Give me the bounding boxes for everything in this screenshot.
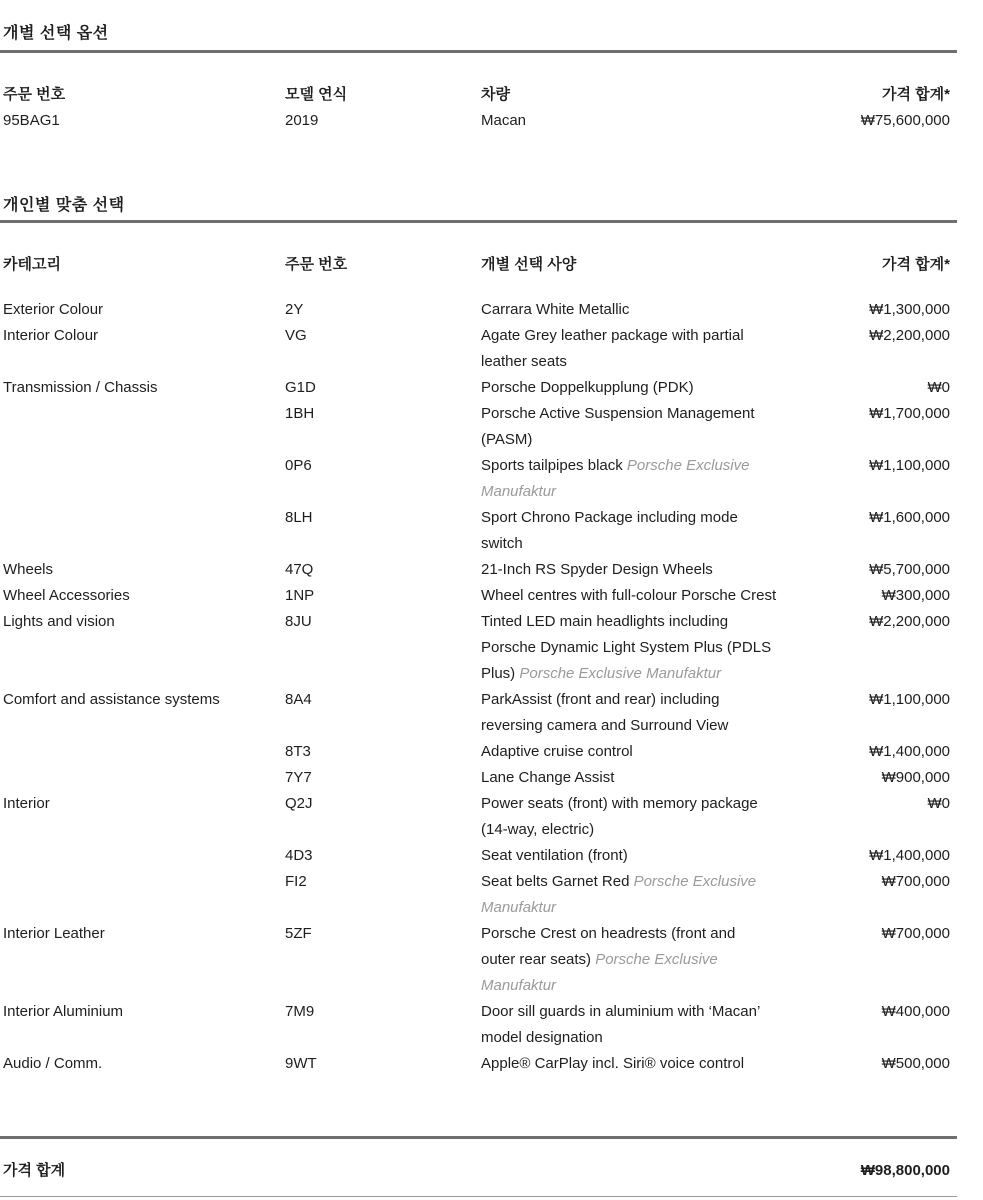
summary-vehicle: Macan	[481, 112, 527, 129]
option-description	[481, 1051, 811, 1077]
option-description-line: Porsche Dynamic Light System Plus (PDLS	[481, 639, 772, 656]
option-code: 1BH	[285, 405, 315, 422]
option-code: 47Q	[285, 561, 314, 578]
option-description-line: Adaptive cruise control	[481, 743, 633, 760]
exclusive-manufaktur-tag: Porsche Exclusive	[622, 457, 750, 474]
options-header-category: 카테고리	[3, 256, 61, 273]
option-category: Interior Leather	[3, 925, 105, 942]
option-code: 1NP	[285, 587, 315, 604]
option-price: ₩1,600,000	[869, 509, 950, 526]
section-divider	[0, 220, 957, 223]
option-description	[481, 843, 811, 869]
option-description	[481, 609, 811, 687]
option-description	[481, 739, 811, 765]
option-price: ₩1,100,000	[869, 457, 950, 474]
option-description-line: leather seats	[481, 353, 567, 370]
grand-total-label: 가격 합계	[3, 1162, 66, 1179]
exclusive-manufaktur-tag: Manufaktur	[481, 977, 557, 994]
option-description-line: Porsche Crest on headrests (front and	[481, 925, 736, 942]
option-description-line: Porsche Active Suspension Management	[481, 405, 755, 422]
option-code: 8LH	[285, 509, 313, 526]
option-description-line: 21-Inch RS Spyder Design Wheels	[481, 561, 713, 578]
summary-header-vehicle: 차량	[481, 86, 510, 103]
option-description-line: Seat belts Garnet Red	[481, 873, 630, 890]
option-price: ₩0	[927, 795, 950, 812]
option-price: ₩1,400,000	[869, 847, 950, 864]
option-description	[481, 999, 811, 1051]
option-price: ₩300,000	[881, 587, 950, 604]
option-description-line: Sport Chrono Package including mode	[481, 509, 738, 526]
option-category: Wheel Accessories	[3, 587, 130, 604]
option-description	[481, 791, 811, 843]
option-category: Interior Colour	[3, 327, 99, 344]
option-code: 2Y	[285, 301, 304, 318]
option-price: ₩700,000	[881, 925, 950, 942]
option-code: 0P6	[285, 457, 312, 474]
total-divider	[0, 1136, 957, 1139]
option-code: 9WT	[285, 1055, 317, 1072]
option-code: FI2	[285, 873, 307, 890]
option-description	[481, 505, 811, 557]
option-description-line: Lane Change Assist	[481, 769, 615, 786]
section-title-custom-selection: 개인별 맞춤 선택	[3, 197, 125, 214]
option-category: Transmission / Chassis	[3, 379, 158, 396]
option-category: Exterior Colour	[3, 301, 104, 318]
option-price: ₩2,200,000	[869, 613, 950, 630]
option-description-line: Apple® CarPlay incl. Siri® voice control	[481, 1055, 745, 1072]
option-description-line: Power seats (front) with memory package	[481, 795, 758, 812]
option-description	[481, 869, 811, 921]
exclusive-manufaktur-tag: Manufaktur	[481, 899, 557, 916]
option-description	[481, 401, 811, 453]
summary-header-order: 주문 번호	[3, 86, 66, 103]
grand-total-value: ₩98,800,000	[860, 1162, 950, 1179]
option-price: ₩1,400,000	[869, 743, 950, 760]
option-description	[481, 557, 811, 583]
option-price: ₩5,700,000	[869, 561, 950, 578]
option-price: ₩1,700,000	[869, 405, 950, 422]
option-price: ₩0	[927, 379, 950, 396]
options-header-code: 주문 번호	[285, 256, 348, 273]
option-category: Audio / Comm.	[3, 1055, 103, 1072]
option-description-line: model designation	[481, 1029, 603, 1046]
option-description	[481, 765, 811, 791]
option-description-line: Agate Grey leather package with partial	[481, 327, 744, 344]
option-price: ₩500,000	[881, 1055, 950, 1072]
exclusive-manufaktur-tag: Porsche Exclusive Manufaktur	[515, 665, 722, 682]
option-category: Interior Aluminium	[3, 1003, 124, 1020]
option-description-line: Seat ventilation (front)	[481, 847, 628, 864]
option-code: 5ZF	[285, 925, 312, 942]
option-description-line: Carrara White Metallic	[481, 301, 630, 318]
exclusive-manufaktur-tag: Manufaktur	[481, 483, 557, 500]
option-description	[481, 921, 811, 999]
option-description-line: Plus)	[481, 665, 516, 682]
option-description-line: outer rear seats)	[481, 951, 592, 968]
option-description-line: switch	[481, 535, 523, 552]
option-code: 8JU	[285, 613, 312, 630]
section-title-individual-options: 개별 선택 옵션	[3, 25, 109, 42]
option-code: G1D	[285, 379, 316, 396]
option-code: Q2J	[285, 795, 313, 812]
option-description-line: (PASM)	[481, 431, 533, 448]
option-code: 8T3	[285, 743, 311, 760]
option-description	[481, 583, 811, 609]
option-category: Comfort and assistance systems	[3, 691, 220, 708]
option-description-line: (14-way, electric)	[481, 821, 595, 838]
exclusive-manufaktur-tag: Porsche Exclusive	[591, 951, 718, 968]
option-description	[481, 375, 811, 401]
option-description-line: Wheel centres with full-colour Porsche Crest	[481, 587, 777, 604]
option-description	[481, 687, 811, 739]
options-header-spec: 개별 선택 사양	[481, 256, 577, 273]
option-code: 8A4	[285, 691, 312, 708]
option-price: ₩400,000	[881, 1003, 950, 1020]
summary-model-year: 2019	[285, 112, 319, 129]
option-price: ₩700,000	[881, 873, 950, 890]
option-description-line: Tinted LED main headlights including	[481, 613, 729, 630]
exclusive-manufaktur-tag: Porsche Exclusive	[629, 873, 757, 890]
option-code: 4D3	[285, 847, 313, 864]
option-description	[481, 453, 811, 505]
option-description-line: Porsche Doppelkupplung (PDK)	[481, 379, 694, 396]
summary-order-number: 95BAG1	[3, 112, 60, 129]
option-description	[481, 323, 811, 375]
options-header-total: 가격 합계*	[882, 256, 950, 273]
summary-header-total: 가격 합계*	[882, 86, 950, 103]
section-divider	[0, 50, 957, 53]
option-description	[481, 297, 811, 323]
option-price: ₩1,100,000	[869, 691, 950, 708]
option-description-line: ParkAssist (front and rear) including	[481, 691, 720, 708]
option-description-line: Door sill guards in aluminium with ‘Macan’	[481, 1003, 761, 1020]
option-description-line: Sports tailpipes black	[481, 457, 623, 474]
option-category: Wheels	[3, 561, 54, 578]
option-price: ₩900,000	[881, 769, 950, 786]
option-category: Lights and vision	[3, 613, 115, 630]
summary-header-model-year: 모델 연식	[285, 86, 348, 103]
option-code: VG	[285, 327, 307, 344]
option-description-line: reversing camera and Surround View	[481, 717, 729, 734]
summary-total-price: ₩75,600,000	[860, 112, 950, 129]
bottom-divider	[0, 1196, 957, 1197]
option-code: 7M9	[285, 1003, 315, 1020]
option-code: 7Y7	[285, 769, 312, 786]
option-price: ₩2,200,000	[869, 327, 950, 344]
option-price: ₩1,300,000	[869, 301, 950, 318]
option-category: Interior	[3, 795, 50, 812]
